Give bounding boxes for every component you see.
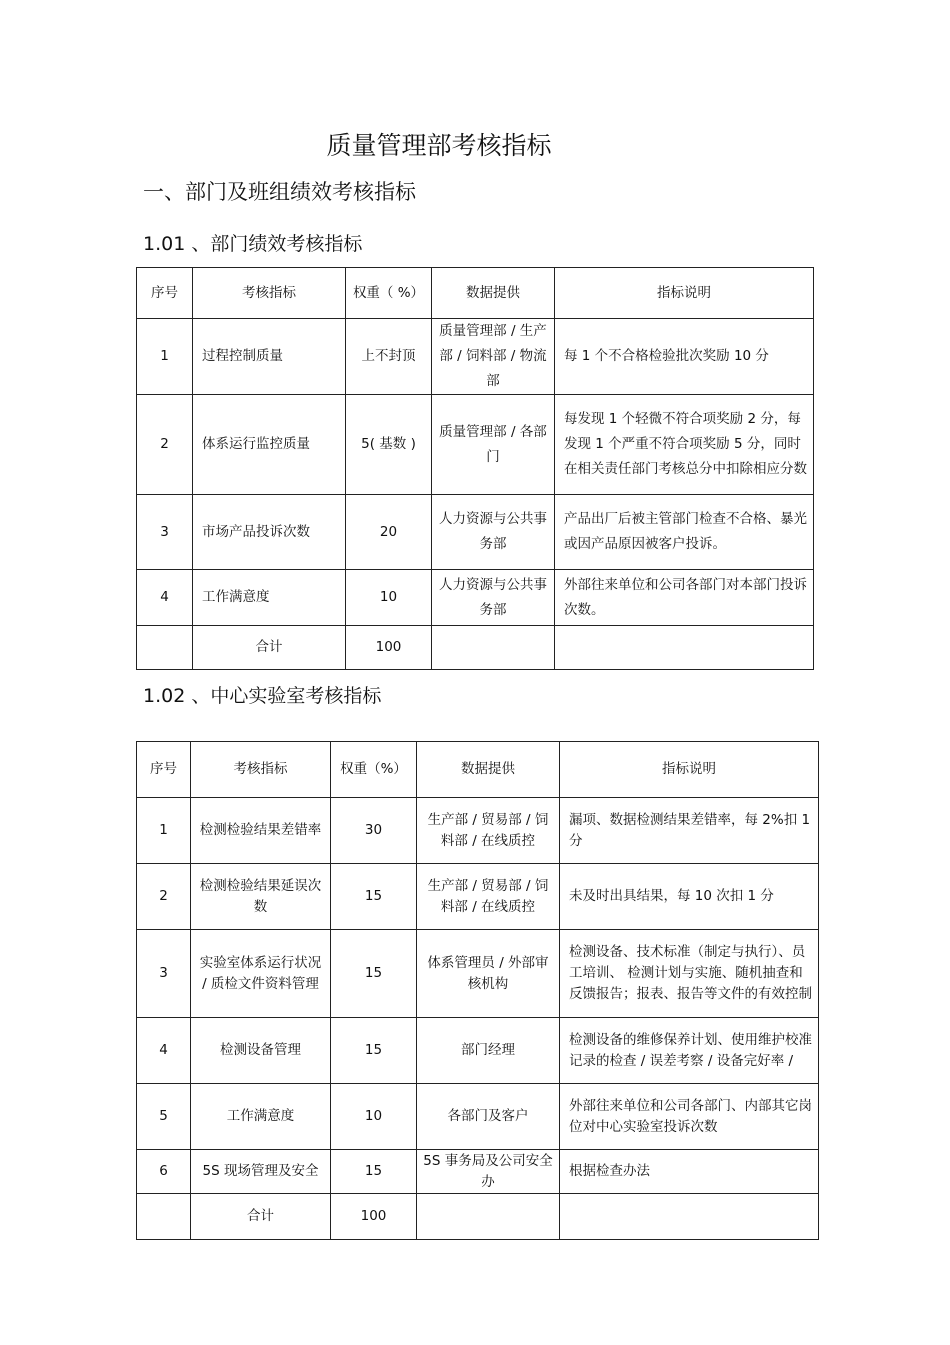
kpi-description: 外部往来单位和公司各部门、内部其它岗位对中心实验室投诉次数 — [560, 1084, 819, 1150]
total-row — [137, 626, 814, 670]
table-row — [137, 495, 814, 570]
data-provider: 各部门及客户 — [417, 1084, 560, 1150]
kpi-name: 实验室体系运行状况 / 质检文件资料管理 — [191, 930, 331, 1018]
row-number: 2 — [137, 395, 193, 495]
kpi-name: 工作满意度 — [193, 570, 346, 626]
subsection-heading-2: 1.02 、中心实验室考核指标 — [143, 685, 382, 707]
kpi-description: 外部往来单位和公司各部门对本部门投诉次数。 — [555, 570, 814, 626]
kpi-weight: 上不封顶 — [346, 319, 432, 395]
table-row — [137, 319, 814, 395]
data-provider: 质量管理部 / 生产部 / 饲料部 / 物流部 — [432, 319, 555, 395]
kpi-description: 检测设备、技术标准（制定与执行）、员工培训、 检测计划与实施、随机抽查和反馈报告；报表、报告等文件的有效控制 — [560, 930, 819, 1018]
kpi-name: 检测检验结果差错率 — [191, 798, 331, 864]
kpi-name: 工作满意度 — [191, 1084, 331, 1150]
kpi-description: 每发现 1 个轻微不符合项奖励 2 分，每发现 1 个严重不符合项奖励 5 分，同时在相关责任部门考核总分中扣除相应分数 — [555, 395, 814, 495]
data-provider: 质量管理部 / 各部门 — [432, 395, 555, 495]
total-label: 合计 — [191, 1194, 331, 1240]
kpi-weight: 10 — [346, 570, 432, 626]
header-cell: 序号 — [137, 268, 193, 319]
header-cell: 指标说明 — [555, 268, 814, 319]
row-number: 3 — [137, 930, 191, 1018]
kpi-weight: 15 — [331, 1018, 417, 1084]
kpi-description: 漏项、数据检测结果差错率，每 2%扣 1 分 — [560, 798, 819, 864]
kpi-weight: 15 — [331, 1150, 417, 1194]
empty-cell — [432, 626, 555, 670]
kpi-name: 5S 现场管理及安全 — [191, 1150, 331, 1194]
row-number: 2 — [137, 864, 191, 930]
table-row — [137, 1150, 819, 1194]
data-provider: 人力资源与公共事务部 — [432, 570, 555, 626]
kpi-weight: 15 — [331, 864, 417, 930]
table-row — [137, 1084, 819, 1150]
row-number: 4 — [137, 570, 193, 626]
row-number: 5 — [137, 1084, 191, 1150]
lab-kpi-table — [136, 741, 819, 1240]
header-cell: 数据提供 — [417, 742, 560, 798]
empty-cell — [137, 626, 193, 670]
kpi-description: 每 1 个不合格检验批次奖励 10 分 — [555, 319, 814, 395]
kpi-description: 根据检查办法 — [560, 1150, 819, 1194]
data-provider: 部门经理 — [417, 1018, 560, 1084]
empty-cell — [560, 1194, 819, 1240]
table-header-row — [137, 742, 819, 798]
header-cell: 指标说明 — [560, 742, 819, 798]
table-row — [137, 930, 819, 1018]
kpi-weight: 30 — [331, 798, 417, 864]
data-provider: 人力资源与公共事务部 — [432, 495, 555, 570]
total-label: 合计 — [193, 626, 346, 670]
header-cell: 权重（%） — [331, 742, 417, 798]
department-kpi-table — [136, 267, 814, 670]
row-number: 1 — [137, 319, 193, 395]
header-cell: 序号 — [137, 742, 191, 798]
data-provider: 5S 事务局及公司安全办 — [417, 1150, 560, 1194]
kpi-weight: 15 — [331, 930, 417, 1018]
header-cell: 数据提供 — [432, 268, 555, 319]
data-provider: 生产部 / 贸易部 / 饲料部 / 在线质控 — [417, 798, 560, 864]
kpi-description: 检测设备的维修保养计划、使用维护校准记录的检查 / 误差考察 / 设备完好率 / — [560, 1018, 819, 1084]
empty-cell — [555, 626, 814, 670]
data-provider: 体系管理员 / 外部审核机构 — [417, 930, 560, 1018]
table-row — [137, 1018, 819, 1084]
kpi-description: 产品出厂后被主管部门检查不合格、暴光或因产品原因被客户投诉。 — [555, 495, 814, 570]
table-row — [137, 395, 814, 495]
section-heading: 一、部门及班组绩效考核指标 — [143, 180, 416, 204]
kpi-weight: 10 — [331, 1084, 417, 1150]
empty-cell — [137, 1194, 191, 1240]
table-row — [137, 798, 819, 864]
table-row — [137, 570, 814, 626]
header-cell: 考核指标 — [191, 742, 331, 798]
total-value: 100 — [346, 626, 432, 670]
kpi-name: 过程控制质量 — [193, 319, 346, 395]
kpi-name: 检测设备管理 — [191, 1018, 331, 1084]
subsection-heading-1: 1.01 、部门绩效考核指标 — [143, 233, 363, 255]
header-cell: 权重（ %） — [346, 268, 432, 319]
empty-cell — [417, 1194, 560, 1240]
header-cell: 考核指标 — [193, 268, 346, 319]
document-title: 质量管理部考核指标 — [326, 131, 552, 160]
kpi-description: 未及时出具结果，每 10 次扣 1 分 — [560, 864, 819, 930]
kpi-weight: 20 — [346, 495, 432, 570]
row-number: 4 — [137, 1018, 191, 1084]
kpi-weight: 5( 基数 ) — [346, 395, 432, 495]
row-number: 6 — [137, 1150, 191, 1194]
total-row — [137, 1194, 819, 1240]
total-value: 100 — [331, 1194, 417, 1240]
kpi-name: 检测检验结果延误次数 — [191, 864, 331, 930]
table-row — [137, 864, 819, 930]
data-provider: 生产部 / 贸易部 / 饲料部 / 在线质控 — [417, 864, 560, 930]
table-header-row — [137, 268, 814, 319]
row-number: 3 — [137, 495, 193, 570]
row-number: 1 — [137, 798, 191, 864]
kpi-name: 市场产品投诉次数 — [193, 495, 346, 570]
kpi-name: 体系运行监控质量 — [193, 395, 346, 495]
